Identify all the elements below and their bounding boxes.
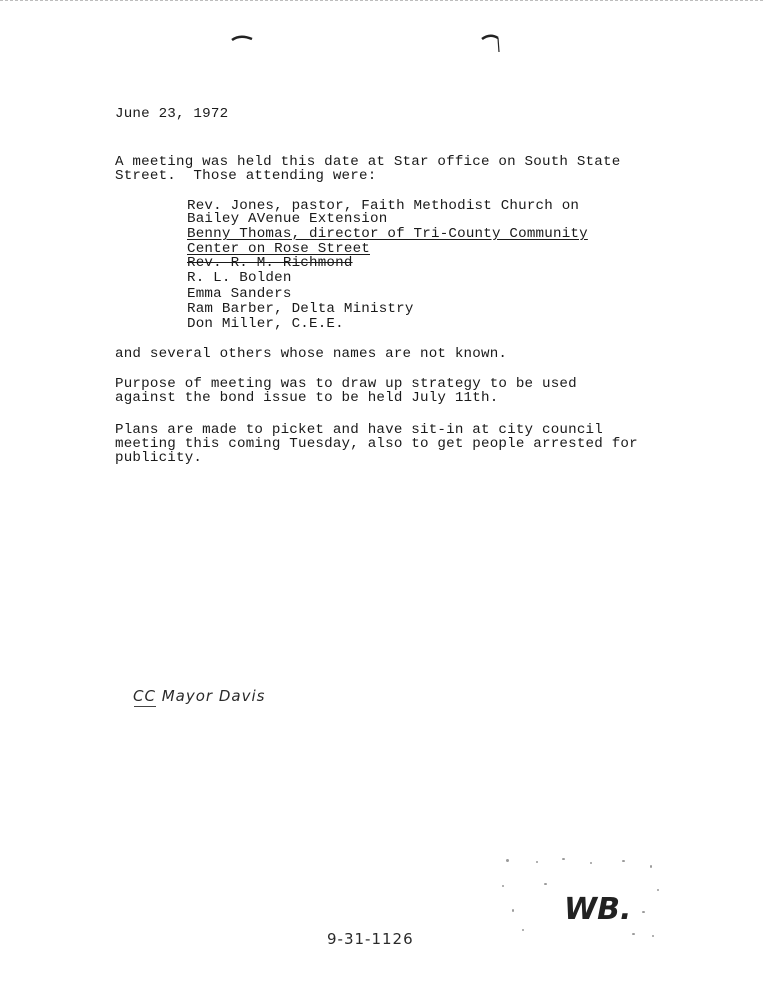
attendee-line: Don Miller, C.E.E.: [187, 316, 344, 332]
attendee-line: Center on Rose Street: [187, 241, 370, 257]
punch-mark-right: [478, 30, 508, 56]
attendee-line: R. L. Bolden: [187, 270, 292, 286]
file-number: 9-31-1126: [327, 930, 414, 948]
paragraph-line: and several others whose names are not known.: [115, 346, 508, 362]
paragraph-line: against the bond issue to be held July 11th.: [115, 390, 499, 406]
attendee-line: Bailey AVenue Extension: [187, 211, 388, 227]
attendee-line: Benny Thomas, director of Tri-County Community: [187, 226, 588, 242]
paragraph-line: Purpose of meeting was to draw up strategy to be used: [115, 376, 577, 392]
cc-underline: [134, 706, 156, 707]
attendee-line: Emma Sanders: [187, 286, 292, 302]
paragraph-line: meeting this coming Tuesday, also to get people arrested for: [115, 436, 638, 452]
handwritten-initials: WB.: [564, 892, 632, 927]
paragraph-line: Plans are made to picket and have sit-in at city council: [115, 422, 603, 438]
paragraph-line: publicity.: [115, 450, 203, 466]
attendee-line: Rev. R. M. Richmond: [187, 255, 353, 271]
attendee-line: Rev. Jones, pastor, Faith Methodist Church on: [187, 198, 580, 214]
memo-date: June 23, 1972: [115, 106, 229, 122]
cc-handwritten-note: CC Mayor Davis: [133, 687, 266, 705]
attendee-line: Ram Barber, Delta Ministry: [187, 301, 414, 317]
paragraph-line: A meeting was held this date at Star office on South State: [115, 154, 621, 170]
punch-mark-left: [228, 30, 258, 46]
paragraph-line: Street. Those attending were:: [115, 168, 377, 184]
page-top-border: [0, 0, 763, 2]
